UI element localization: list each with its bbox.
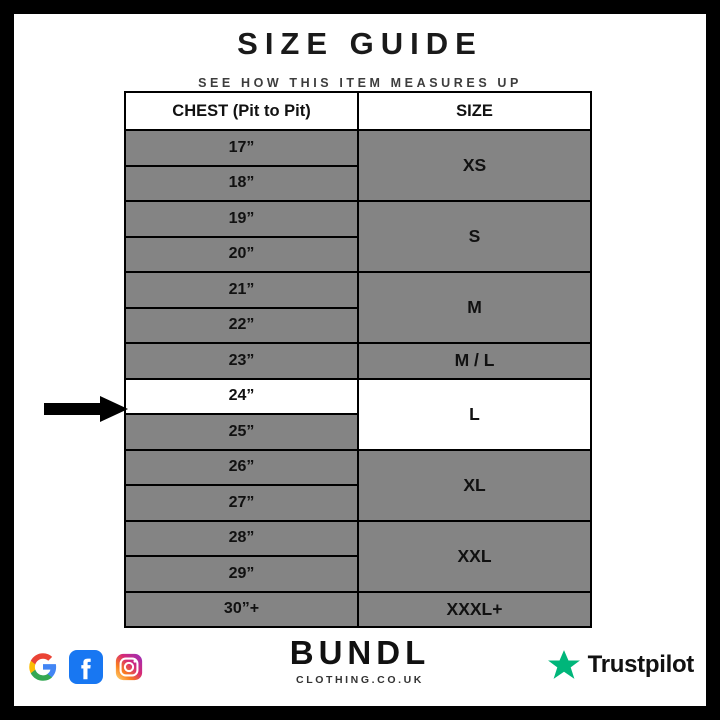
size-cell: XXL xyxy=(358,521,591,592)
footer xyxy=(14,622,706,698)
chest-cell: 30”+ xyxy=(125,592,358,628)
size-cell: XL xyxy=(358,450,591,521)
brand-name: BUNDL xyxy=(289,634,431,671)
google-icon[interactable] xyxy=(26,650,60,684)
chest-cell: 23” xyxy=(125,343,358,379)
table-row xyxy=(125,343,591,379)
size-cell-selected: L xyxy=(358,379,591,450)
chest-cell: 25” xyxy=(125,414,358,450)
chest-cell: 19” xyxy=(125,201,358,237)
size-table xyxy=(124,91,592,628)
chest-cell-selected: 24” xyxy=(125,379,358,415)
selected-size-arrow-icon xyxy=(44,395,128,423)
chest-cell: 22” xyxy=(125,308,358,344)
trustpilot-badge[interactable] xyxy=(547,648,694,682)
chest-cell: 28” xyxy=(125,521,358,557)
brand-domain: CLOTHING.CO.UK xyxy=(296,674,424,686)
column-header-chest: CHEST (Pit to Pit) xyxy=(125,92,358,130)
table-row xyxy=(125,521,591,557)
size-table-wrapper xyxy=(124,91,592,628)
size-cell: S xyxy=(358,201,591,272)
instagram-icon[interactable] xyxy=(112,650,146,684)
size-cell: M / L xyxy=(358,343,591,379)
social-links xyxy=(26,650,146,684)
table-row xyxy=(125,130,591,166)
chest-cell: 20” xyxy=(125,237,358,273)
trustpilot-label: Trustpilot xyxy=(587,651,694,678)
table-row-highlighted xyxy=(125,379,591,415)
column-header-size: SIZE xyxy=(358,92,591,130)
star-icon xyxy=(547,648,581,682)
chest-cell: 26” xyxy=(125,450,358,486)
chest-cell: 18” xyxy=(125,166,358,202)
brand-logo xyxy=(290,636,430,686)
page-subtitle: SEE HOW THIS ITEM MEASURES UP xyxy=(198,76,522,90)
chest-cell: 21” xyxy=(125,272,358,308)
size-cell: XXXL+ xyxy=(358,592,591,628)
size-cell: M xyxy=(358,272,591,343)
chest-cell: 29” xyxy=(125,556,358,592)
size-cell: XS xyxy=(358,130,591,201)
size-guide-card xyxy=(14,14,706,706)
chest-cell: 17” xyxy=(125,130,358,166)
table-header-row xyxy=(125,92,591,130)
table-row xyxy=(125,272,591,308)
table-row xyxy=(125,201,591,237)
chest-cell: 27” xyxy=(125,485,358,521)
facebook-icon[interactable] xyxy=(69,650,103,684)
page-title: SIZE GUIDE xyxy=(237,26,483,61)
table-row xyxy=(125,450,591,486)
